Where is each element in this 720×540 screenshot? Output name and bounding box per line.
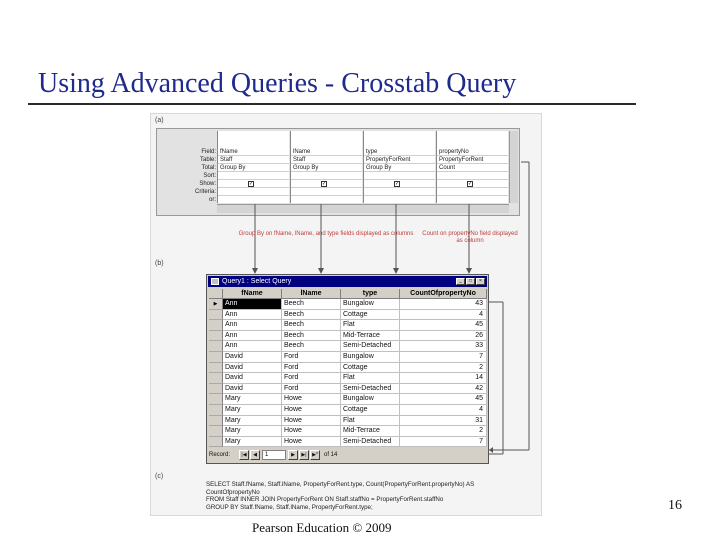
table-cell[interactable]: Beech [282,310,341,321]
table-cell[interactable]: Beech [282,299,341,310]
current-record-arrow-icon[interactable]: ▶ [209,299,223,310]
query-figure [150,113,542,516]
record-navigator [209,450,439,460]
first-record-button[interactable]: |◀ [239,450,249,460]
table-cell[interactable]: Howe [282,405,341,416]
row-selector[interactable] [209,363,223,374]
grid-total-cell[interactable]: Group By [220,165,246,171]
table-cell[interactable]: Bungalow [341,394,400,405]
table-cell[interactable]: Ann [223,331,282,342]
table-cell[interactable]: Beech [282,331,341,342]
slide-title: Using Advanced Queries - Crosstab Query [38,68,517,99]
table-row[interactable] [209,341,487,352]
table-cell[interactable]: 14 [400,373,487,384]
grid-field-cell[interactable]: fName [220,149,238,155]
table-cell[interactable]: Bungalow [341,352,400,363]
grid-table-cell[interactable]: Staff [220,157,233,163]
close-button[interactable]: × [476,278,485,285]
group-by-annotation: Group By on fName, lName, and type fields displayed as columns [238,231,414,237]
table-cell[interactable]: 4 [400,405,487,416]
table-row[interactable] [209,394,487,405]
sql-line: GROUP BY Staff.fName, Staff.lName, PropertyForRent.type; [206,503,373,511]
grid-total-cell[interactable]: Group By [366,165,392,171]
grid-row-label: Field: [201,149,216,155]
count-annotation: Count on propertyNo field displayed as column [422,231,518,244]
title-underline [28,103,636,105]
table-cell[interactable]: Mary [223,416,282,427]
grid-total-cell[interactable]: Count [439,165,456,171]
table-row[interactable] [209,384,487,395]
table-cell[interactable]: Mary [223,426,282,437]
grid-table-cell[interactable]: Staff [293,157,306,163]
minimize-button[interactable]: _ [456,278,465,285]
table-cell[interactable]: Flat [341,320,400,331]
maximize-button[interactable]: □ [466,278,475,285]
grid-field-cell[interactable]: type [366,149,378,155]
table-row[interactable] [209,320,487,331]
row-selector[interactable] [209,416,223,427]
page-number: 16 [668,498,682,513]
table-cell[interactable]: Mid-Terrace [341,331,400,342]
grid-total-cell[interactable]: Group By [293,165,319,171]
record-label: Record: [209,452,231,458]
table-cell[interactable]: 2 [400,426,487,437]
table-cell[interactable]: 26 [400,331,487,342]
table-cell[interactable]: 7 [400,437,487,448]
table-cell[interactable]: David [223,352,282,363]
table-cell[interactable]: 31 [400,416,487,427]
sql-line: SELECT Staff.fName, Staff.lName, PropertyForRent.type, Count(PropertyForRent.propertyNo) AS [206,481,475,488]
query-icon [211,278,219,285]
column-header-type[interactable]: type [341,289,400,299]
table-cell[interactable]: David [223,363,282,374]
row-selector[interactable] [209,331,223,342]
table-cell[interactable]: Mid-Terrace [341,426,400,437]
table-cell[interactable]: 42 [400,384,487,395]
table-cell[interactable]: Semi-Detached [341,437,400,448]
panel-b-label: (b) [155,260,164,267]
table-cell[interactable]: 4 [400,310,487,321]
column-header-lname[interactable]: lName [282,289,341,299]
table-row[interactable] [209,299,487,310]
table-cell[interactable]: Ford [282,363,341,374]
table-cell[interactable]: Cottage [341,405,400,416]
last-record-button[interactable]: ▶| [299,450,309,460]
sql-statement [206,481,536,511]
table-cell[interactable]: Beech [282,320,341,331]
query-result-window [206,274,489,464]
table-cell[interactable]: 45 [400,394,487,405]
table-cell[interactable]: Howe [282,437,341,448]
row-selector[interactable] [209,320,223,331]
table-cell[interactable]: Beech [282,341,341,352]
row-selector[interactable] [209,426,223,437]
table-cell[interactable]: Ann [223,341,282,352]
grid-field-cell[interactable]: lName [293,149,311,155]
record-total: of 14 [324,452,338,458]
table-cell[interactable]: Howe [282,394,341,405]
table-cell[interactable]: Howe [282,426,341,437]
footer-copyright: Pearson Education © 2009 [252,520,392,535]
row-selector[interactable] [209,310,223,321]
table-cell[interactable]: Ann [223,320,282,331]
row-selector-header[interactable] [209,289,223,299]
sql-line: FROM Staff INNER JOIN PropertyForRent ON Staff.staffNo = PropertyForRent.staffNo [206,496,444,504]
sql-line: CountOfpropertyNo [206,488,260,496]
table-cell[interactable]: 45 [400,320,487,331]
table-cell[interactable]: Semi-Detached [341,341,400,352]
grid-row-label: Show: [199,181,216,187]
table-cell[interactable]: Mary [223,437,282,448]
table-cell[interactable]: Ann [223,310,282,321]
table-cell[interactable]: Flat [341,373,400,384]
table-cell[interactable]: Ford [282,373,341,384]
table-row[interactable] [209,331,487,342]
table-cell[interactable]: David [223,373,282,384]
row-selector[interactable] [209,394,223,405]
table-row[interactable] [209,405,487,416]
table-cell[interactable]: Howe [282,416,341,427]
show-checkbox[interactable]: ✓ [249,181,254,187]
panel-a-label: (a) [155,117,164,124]
table-cell[interactable]: Mary [223,405,282,416]
next-record-button[interactable]: ▶ [288,450,298,460]
grid-row-label: Sort: [203,173,216,179]
grid-row-label: Criteria: [194,189,216,195]
row-selector[interactable] [209,384,223,395]
row-selector[interactable] [209,341,223,352]
table-cell[interactable]: 2 [400,363,487,374]
table-cell[interactable]: Cottage [341,310,400,321]
table-row[interactable] [209,310,487,321]
table-cell[interactable]: 43 [400,299,487,310]
show-checkbox[interactable]: ✓ [468,181,473,187]
table-row[interactable] [209,373,487,384]
table-row[interactable] [209,352,487,363]
table-cell[interactable]: 7 [400,352,487,363]
table-row[interactable] [209,426,487,437]
table-row[interactable] [209,363,487,374]
window-titlebar[interactable] [208,276,487,287]
window-title: Query1 : Select Query [222,278,292,285]
table-cell[interactable]: Bungalow [341,299,400,310]
new-record-button[interactable]: ▶* [310,450,320,460]
panel-c-label: (c) [155,473,164,480]
table-cell[interactable]: Semi-Detached [341,384,400,395]
table-cell[interactable]: Ford [282,352,341,363]
grid-row-label: Total: [201,165,216,171]
show-checkbox[interactable]: ✓ [395,181,400,187]
table-row[interactable] [209,437,487,448]
table-row[interactable] [209,416,487,427]
grid-table-cell[interactable]: PropertyForRent [439,157,484,163]
table-cell[interactable]: David [223,384,282,395]
row-selector[interactable] [209,405,223,416]
grid-field-cell[interactable]: propertyNo [439,149,469,155]
grid-table-cell[interactable]: PropertyForRent [366,157,411,163]
table-cell[interactable]: Ford [282,384,341,395]
row-selector[interactable] [209,352,223,363]
row-selector[interactable] [209,373,223,384]
show-checkbox[interactable]: ✓ [322,181,327,187]
column-header-fname[interactable]: fName [223,289,282,299]
row-selector[interactable] [209,437,223,448]
previous-record-button[interactable]: ◀ [250,450,260,460]
grid-row-label: or: [208,197,216,203]
table-cell[interactable]: Cottage [341,363,400,374]
table-cell[interactable]: Ann [223,299,282,310]
column-header-count[interactable]: CountOfpropertyNo [400,289,487,299]
table-cell[interactable]: Mary [223,394,282,405]
table-cell[interactable]: 33 [400,341,487,352]
grid-row-label: Table: [199,157,216,163]
table-cell[interactable]: Flat [341,416,400,427]
record-number-input[interactable]: 1 [262,450,286,460]
